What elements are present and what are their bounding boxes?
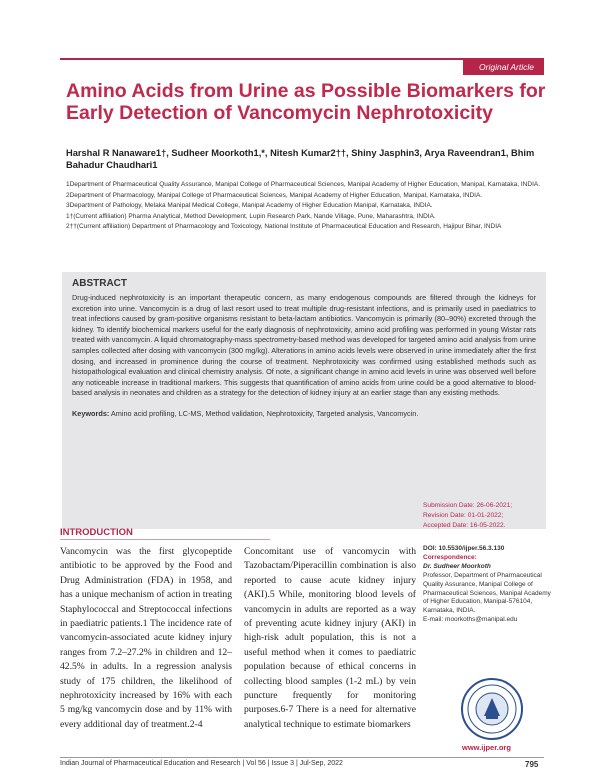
journal-seal-icon [455,676,529,742]
abstract-box [62,272,546,529]
keywords-text: Amino acid profiling, LC-MS, Method validation, Nephrotoxicity, Targeted analysis, Vancomycin. [109,408,419,418]
journal-url[interactable]: www.ijper.org [462,743,511,752]
affiliation-1: 1Department of Pharmaceutical Quality Assurance, Manipal College of Pharmaceutical Sciences, Manipal Academy of Higher Education, Manipal, Karnataka, INDIA. [66,181,541,188]
page-top [0,0,600,48]
abstract-text: Drug-induced nephrotoxicity is an important therapeutic concern, as many endogenous compounds are filtered through the kidneys for excretion into urine. Vancomycin is a drug of last resort used to treat multiple drug-resistant infections, and is primarily used in paediatrics to treat infections caused by gram-positive organisms resistant to beta-lactam antibiotics. Vancomycin is primarily (80–90%) excreted through the kidney. To identify biochemical markers useful for the early diagnosis of nephrotoxicity, amino acid profiling was performed in young Wistar rats treated with vancomycin. A liquid chromatography-mass spectrometry-based method was developed for targeted amino acid analysis from urine samples collected after dosing with vancomycin (300 mg/kg). Alterations in amino acids levels were observed in urine immediately after the first dosing, and increased in prominence during the course of treatment. Nephrotoxicity was confirmed using established methods such as histopathological evaluation and clinical chemistry analysis. Of note, a significant change in amino acid levels in urine was observed well before any noticeable increase in traditional markers. This suggests that quantification of amino acids from urine could be a good alternative to blood-based analysis in neonates and children as a strategy for the detection of kidney injury at an earlier stage than any existing methods. [72,293,536,398]
affiliation-3: 3Department of Pathology, Melaka Manipal Medical College, Manipal Academy of Higher Education Manipal, Karnataka, INDIA. [66,202,433,210]
corresponding-author: Dr. Sudheer Moorkoth [423,562,491,570]
author-list: Harshal R Nanaware1†, Sudheer Moorkoth1,*, Nitesh Kumar2††, Shiny Jasphin3, Arya Raveendran1, Bhim Bahadur Chaudhari1 [66,148,535,170]
introduction-rule [60,539,270,540]
footer-rule [60,757,544,758]
affiliations [66,180,546,233]
journal-footer: Indian Journal of Pharmaceutical Education and Research | Vol 56 | Issue 3 | Jul-Sep, 2022 [60,760,343,767]
affiliation-4: 1†(Current affiliation) Pharma Analytical, Method Development, Lupin Research Park, Nande Village, Pune, Maharashtra, INDIA. [66,212,436,220]
introduction-heading: INTRODUCTION [60,527,133,538]
article-type-badge: Original Article [463,58,544,75]
paper-title: Amino Acids from Urine as Possible Biomarkers for Early Detection of Vancomycin Nephrotoxicity [66,80,546,124]
revision-date: Revision Date: 01-01-2022; [423,511,504,519]
submission-date: Submission Date: 26-06-2021; [423,502,513,509]
author-email: E-mail: moorkoths@manipal.edu [423,616,518,624]
sidebar [423,545,553,625]
affiliation-2: 2Department of Pharmacology, Manipal College of Pharmaceutical Sciences, Manipal Academy of Higher Education, Manipal, Karnataka, INDIA. [66,191,483,199]
author-address: Professor, Department of Pharmaceutical Quality Assurance, Manipal College of Pharmaceutical Sciences, Manipal Academy of Higher Education, Manipal-576104, Karnataka, INDIA. [423,571,551,615]
abstract-heading: ABSTRACT [72,278,127,289]
submission-dates [423,501,553,530]
correspondence-label: Correspondence: [423,553,477,561]
keywords-label: Keywords: [72,408,110,418]
body-column-1: Vancomycin was the first glycopeptide antibiotic to be approved by the Food and Drug Administration (FDA) in 1958, and has a unique mechanism of action in treating Staphylococcal and Streptococcal infections in paediatric patients.1 The incidence rate of vancomycin-associated acute kidney injury ranges from 7.2–27.2% in children and 12–42.5% in adults. In a regression analysis study of 175 children, the likelihood of nephrotoxicity increased by 16% with each 5 mg/kg vancomycin dose and by 11% with every additional day of treatment.2-4 [60,546,232,730]
keywords [72,409,536,420]
page-number: 795 [525,760,539,769]
doi: DOI: 10.5530/ijper.56.3.130 [423,545,505,552]
accepted-date: Accepted Date: 16-05-2022. [423,521,506,529]
body-column-2: Concomitant use of vancomycin with Tazobactam/Piperacillin combination is also reported to cause acute kidney injury (AKI).5 While, monitoring blood levels of vancomycin in adults are reported as a way of preventing acute kidney injury (AKI) in high-risk adult population, this is not a useful method when it comes to paediatric population because of ethical concerns in collecting blood samples (1-2 mL) by vein puncture frequently for monitoring purposes.6-7 There is a need for alternative analytical technique to estimate biomarkers [244,546,416,730]
affiliation-5: 2††(Current affiliation) Department of Pharmacology and Toxicology, National Institute of Pharmaceutical Education and Research, Hajipur Bihar, INDIA [66,223,502,231]
